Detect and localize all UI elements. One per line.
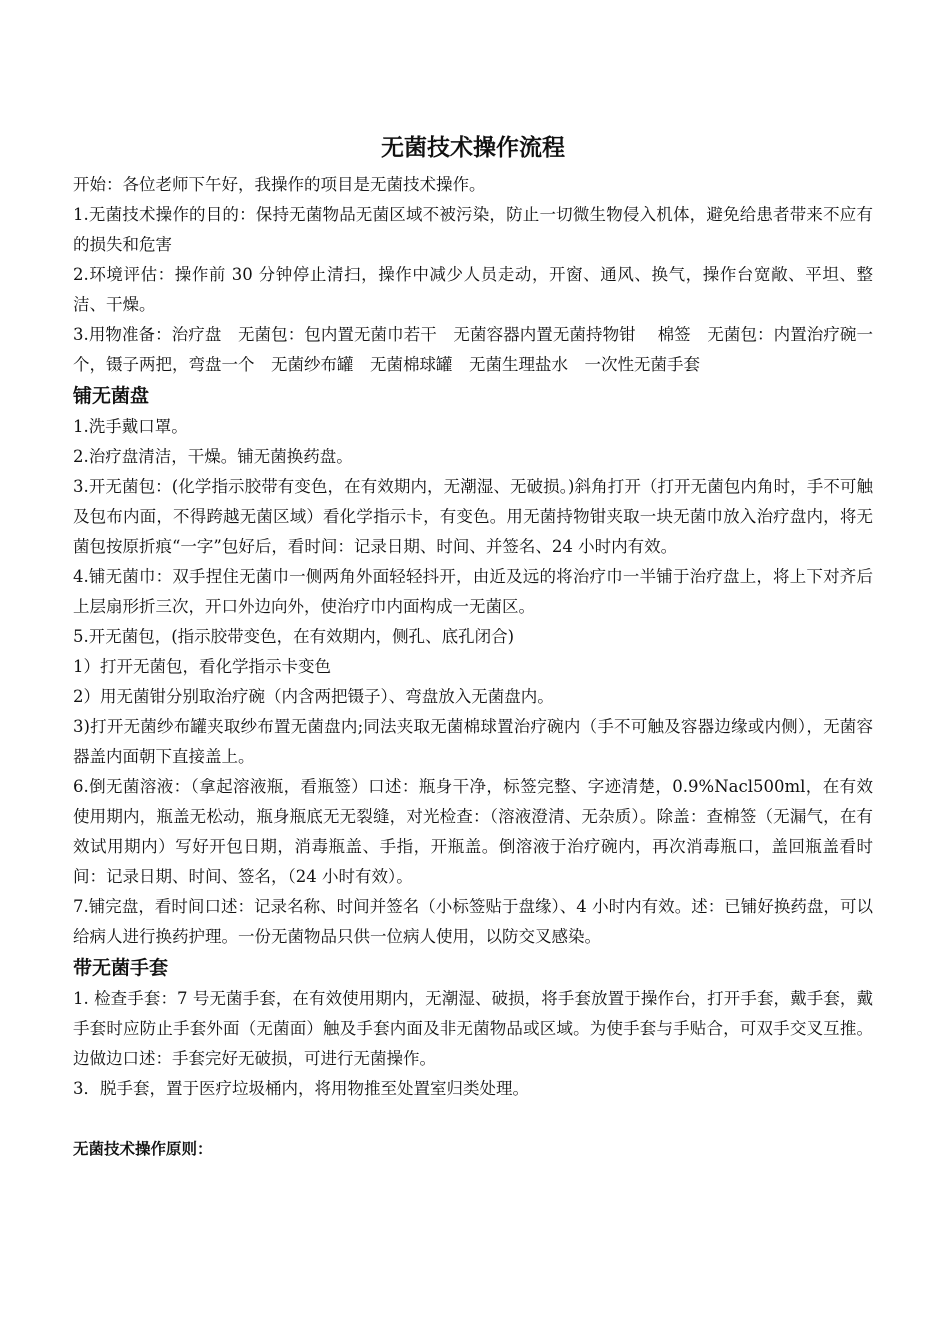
sterile-tray-step: 3.开无菌包：(化学指示胶带有变色，在有效期内，无潮湿、无破损。)斜角打开（打开无菌包内角时，手不可触及包布内面，不得跨越无菌区域）看化学指示卡，有变色。用无菌持物钳夹取一块无菌巾放入治疗盘内，将无菌包按原折痕“一字”包好后，看时间：记录日期、时间、并签名、24 小时内有效。	[73, 477, 873, 556]
sterile-gloves-step: 3．脱手套，置于医疗垃圾桶内，将用物推至处置室归类处理。	[73, 1079, 529, 1098]
sterile-tray-step: 5.开无菌包，(指示胶带变色，在有效期内，侧孔、底孔闭合)	[73, 627, 515, 646]
document-body	[73, 126, 873, 1164]
section-heading-sterile-gloves: 带无菌手套	[73, 957, 169, 979]
section-heading-sterile-tray: 铺无菌盘	[73, 385, 150, 407]
sterile-tray-substep: 3)打开无菌纱布罐夹取纱布置无菌盘内;同法夹取无菌棉球置治疗碗内（手不可触及容器边缘或内侧），无菌容器盖内面朝下直接盖上。	[73, 717, 873, 766]
document-title: 无菌技术操作流程	[381, 135, 565, 161]
sterile-tray-substep: 1）打开无菌包，看化学指示卡变色	[73, 657, 331, 676]
principles-heading: 无菌技术操作原则：	[73, 1140, 213, 1158]
intro-purpose: 1.无菌技术操作的目的：保持无菌物品无菌区域不被污染，防止一切微生物侵入机体，避免给患者带来不应有的损失和危害	[73, 205, 873, 254]
intro-environment: 2.环境评估：操作前 30 分钟停止清扫，操作中减少人员走动，开窗、通风、换气，操作台宽敞、平坦、整洁、干燥。	[73, 265, 873, 314]
sterile-tray-step: 1.洗手戴口罩。	[73, 417, 188, 436]
sterile-tray-substep: 2）用无菌钳分别取治疗碗（内含两把镊子）、弯盘放入无菌盘内。	[73, 687, 554, 706]
sterile-tray-step: 7.铺完盘，看时间口述：记录名称、时间并签名（小标签贴于盘缘）、4 小时内有效。述：已铺好换药盘，可以给病人进行换药护理。一份无菌物品只供一位病人使用，以防交叉感染。	[73, 897, 873, 946]
paragraph-spacer	[73, 1104, 873, 1134]
sterile-tray-step: 2.治疗盘清洁，干燥。铺无菌换药盘。	[73, 447, 353, 466]
sterile-tray-step: 6.倒无菌溶液：（拿起溶液瓶，看瓶签）口述：瓶身干净，标签完整、字迹清楚，0.9%Nacl500ml，在有效使用期内，瓶盖无松动，瓶身瓶底无无裂缝，对光检查：（溶液澄清、无杂质）。除盖：查棉签（无漏气，在有效试用期内）写好开包日期，消毒瓶盖、手指，开瓶盖。倒溶液于治疗碗内，再次消毒瓶口，盖回瓶盖看时间：记录日期、时间、签名，（24 小时有效）。	[73, 777, 873, 886]
intro-supplies: 3.用物准备：治疗盘 无菌包：包内置无菌巾若干 无菌容器内置无菌持物钳 棉签 无菌包：内置治疗碗一个，镊子两把，弯盘一个 无菌纱布罐 无菌棉球罐 无菌生理盐水 一次性无菌手套	[73, 325, 873, 374]
sterile-gloves-step: 1. 检查手套：7 号无菌手套，在有效使用期内，无潮湿、破损，将手套放置于操作台，打开手套，戴手套，戴手套时应防止手套外面（无菌面）触及手套内面及非无菌物品或区域。为使手套与手贴合，可双手交叉互推。边做边口述：手套完好无破损，可进行无菌操作。	[73, 989, 873, 1068]
sterile-tray-step: 4.铺无菌巾：双手捏住无菌巾一侧两角外面轻轻抖开，由近及远的将治疗巾一半铺于治疗盘上，将上下对齐后上层扇形折三次，开口外边向外，使治疗巾内面构成一无菌区。	[73, 567, 873, 616]
intro-opening: 开始：各位老师下午好，我操作的项目是无菌技术操作。	[73, 175, 486, 194]
